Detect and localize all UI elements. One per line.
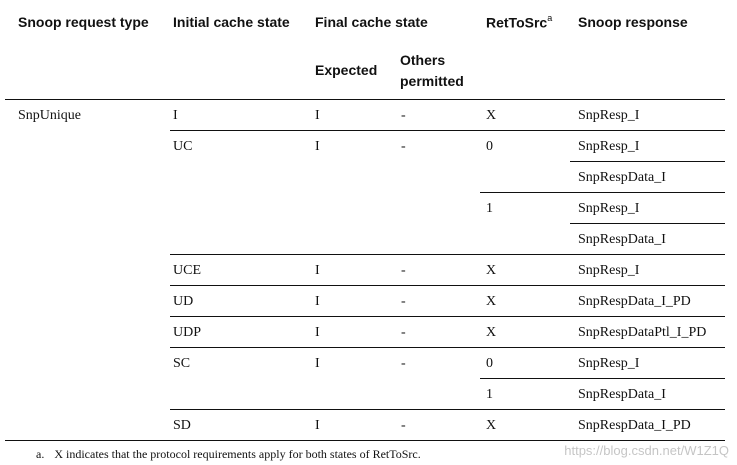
cell-rettosrc: X <box>486 325 497 340</box>
cell-expected: I <box>315 139 320 154</box>
cell-rettosrc: 0 <box>486 356 493 371</box>
row-divider <box>170 409 725 410</box>
cell-expected: I <box>315 263 320 278</box>
cell-expected: I <box>315 108 320 123</box>
cell-initial-state: UC <box>173 139 193 154</box>
cell-others: - <box>401 418 406 433</box>
cell-initial-state: UD <box>173 294 194 309</box>
cell-response: SnpResp_I <box>578 108 640 123</box>
header-final-state: Final cache state <box>315 14 428 30</box>
cell-others: - <box>401 356 406 371</box>
footnote-label: a. <box>36 447 45 461</box>
row-divider <box>480 378 725 379</box>
row-divider <box>5 440 725 441</box>
cell-response: SnpRespDataPtl_I_PD <box>578 325 707 340</box>
cell-rettosrc: X <box>486 294 497 309</box>
cell-others: - <box>401 263 406 278</box>
row-divider <box>480 192 725 193</box>
cell-initial-state: UDP <box>173 325 202 340</box>
cell-response: SnpRespData_I_PD <box>578 294 691 309</box>
cell-expected: I <box>315 325 320 340</box>
row-divider <box>5 99 725 100</box>
cell-others: - <box>401 139 406 154</box>
row-divider <box>170 285 725 286</box>
row-divider <box>170 130 725 131</box>
cell-response: SnpRespData_I_PD <box>578 418 691 433</box>
cell-response: SnpResp_I <box>578 263 640 278</box>
cell-expected: I <box>315 356 320 371</box>
cell-initial-state: SD <box>173 418 191 433</box>
cell-response: SnpRespData_I <box>578 170 666 185</box>
header-request-type: Snoop request type <box>18 14 149 30</box>
cell-others: - <box>401 294 406 309</box>
cell-initial-state: SC <box>173 356 191 371</box>
header-others-line1: Others <box>400 52 446 68</box>
cell-rettosrc: 1 <box>486 387 493 402</box>
cell-rettosrc: X <box>486 108 497 123</box>
row-divider <box>170 347 725 348</box>
cell-expected: I <box>315 418 320 433</box>
footnote-text: X indicates that the protocol requirements apply for both states of RetToSrc. <box>54 447 421 461</box>
header-others-line2: permitted <box>400 73 464 89</box>
row-divider <box>170 254 725 255</box>
cell-others: - <box>401 325 406 340</box>
cell-response: SnpRespData_I <box>578 232 666 247</box>
header-rettosrc: RetToSrc$^a$ <box>486 13 553 31</box>
cell-response: SnpRespData_I <box>578 387 666 402</box>
cell-rettosrc: X <box>486 263 497 278</box>
cell-expected: I <box>315 294 320 309</box>
header-expected: Expected <box>315 62 378 78</box>
footnote-marker: a <box>547 13 553 23</box>
watermark: https://blog.csdn.net/W1Z1Q <box>564 443 729 458</box>
row-divider <box>170 316 725 317</box>
cell-rettosrc: 1 <box>486 201 493 216</box>
cell-rettosrc: 0 <box>486 139 493 154</box>
header-snoop-response: Snoop response <box>578 14 688 30</box>
cell-initial-state: UCE <box>173 263 201 278</box>
cell-response: SnpResp_I <box>578 139 640 154</box>
cell-rettosrc: X <box>486 418 497 433</box>
cell-others: - <box>401 108 406 123</box>
row-divider <box>570 223 725 224</box>
header-initial-state: Initial cache state <box>173 14 290 30</box>
cell-initial-state: I <box>173 108 178 123</box>
cell-response: SnpResp_I <box>578 356 640 371</box>
row-divider <box>570 161 725 162</box>
cell-response: SnpResp_I <box>578 201 640 216</box>
footnote <box>36 447 421 462</box>
cell-request-type: SnpUnique <box>18 108 81 123</box>
